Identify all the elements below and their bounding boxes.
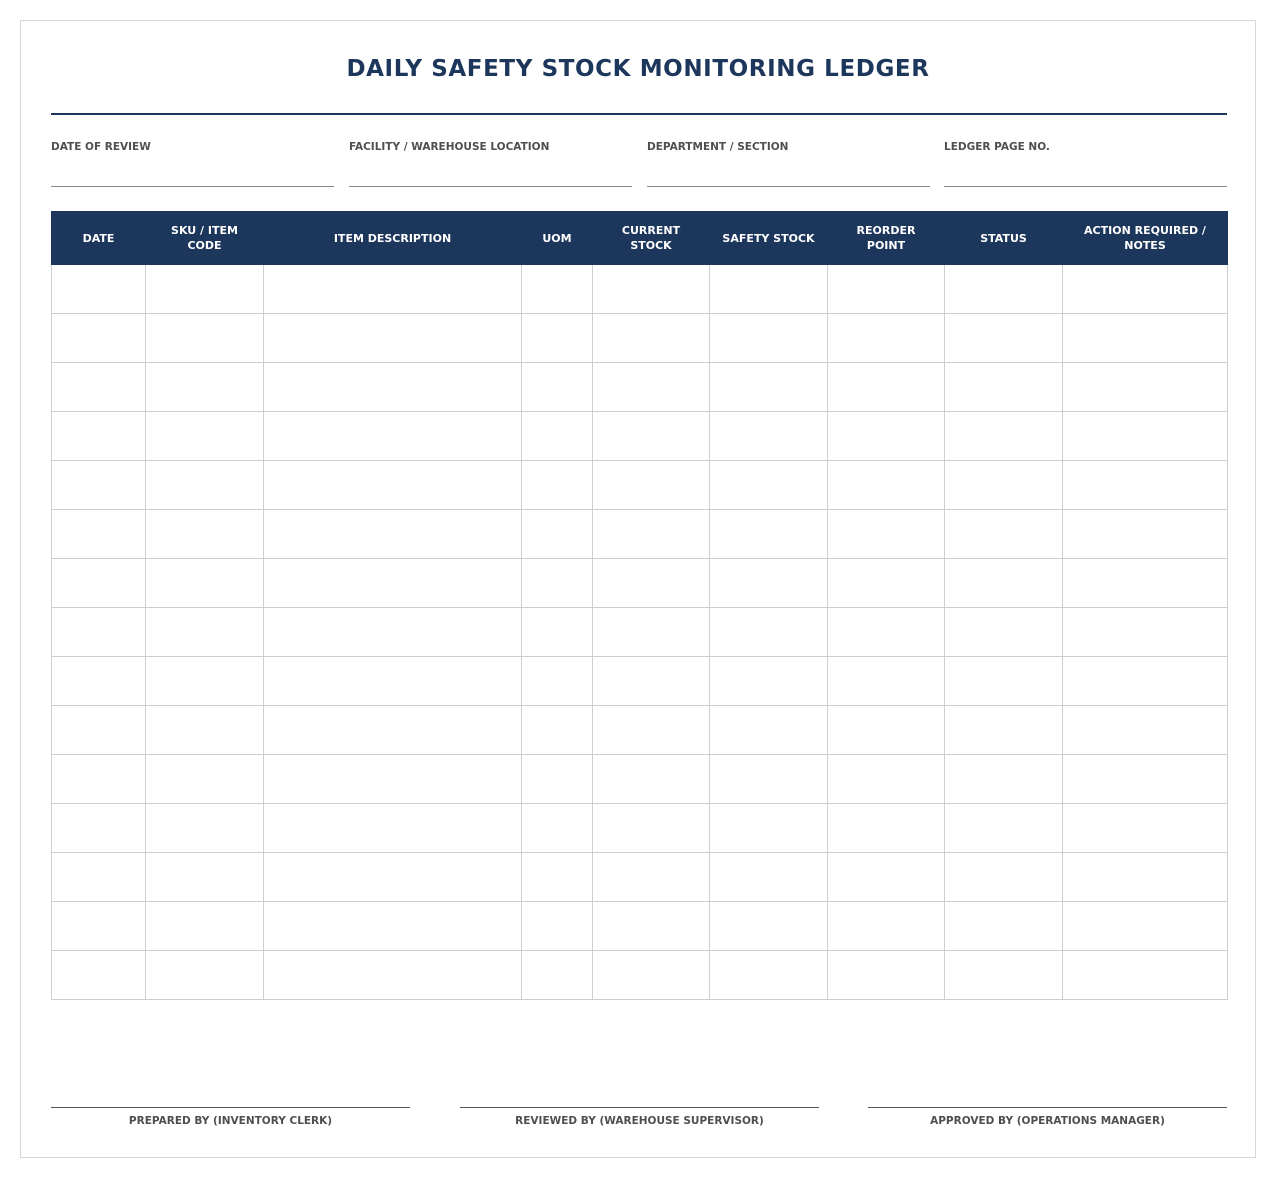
reviewed-by-signature[interactable] xyxy=(460,1107,819,1127)
table-cell[interactable] xyxy=(522,608,593,657)
table-cell[interactable] xyxy=(593,265,710,314)
table-cell[interactable] xyxy=(945,951,1063,1000)
table-cell[interactable] xyxy=(146,657,264,706)
table-cell[interactable] xyxy=(522,804,593,853)
table-cell[interactable] xyxy=(1063,510,1228,559)
table-cell[interactable] xyxy=(1063,559,1228,608)
table-cell[interactable] xyxy=(52,951,146,1000)
date-of-review-field[interactable] xyxy=(51,141,334,187)
table-cell[interactable] xyxy=(522,461,593,510)
table-cell[interactable] xyxy=(1063,755,1228,804)
table-cell[interactable] xyxy=(945,706,1063,755)
table-cell[interactable] xyxy=(52,363,146,412)
table-cell[interactable] xyxy=(593,412,710,461)
ledger-sheet xyxy=(20,20,1256,1158)
table-cell[interactable] xyxy=(522,902,593,951)
table-cell[interactable] xyxy=(264,265,522,314)
table-cell[interactable] xyxy=(52,314,146,363)
column-header-action-notes: ACTION REQUIRED / NOTES xyxy=(1063,212,1228,265)
table-cell[interactable] xyxy=(264,853,522,902)
table-cell[interactable] xyxy=(945,853,1063,902)
table-cell[interactable] xyxy=(52,265,146,314)
column-header-safety-stock: SAFETY STOCK xyxy=(710,212,828,265)
table-cell[interactable] xyxy=(522,853,593,902)
table-cell[interactable] xyxy=(710,363,828,412)
table-cell[interactable] xyxy=(945,363,1063,412)
table-cell[interactable] xyxy=(593,755,710,804)
table-cell[interactable] xyxy=(945,804,1063,853)
column-header-uom: UOM xyxy=(522,212,593,265)
column-header-reorder-point: REORDER POINT xyxy=(828,212,945,265)
table-cell[interactable] xyxy=(264,314,522,363)
table-row xyxy=(52,559,1228,608)
table-cell[interactable] xyxy=(945,412,1063,461)
table-cell[interactable] xyxy=(828,559,945,608)
table-cell[interactable] xyxy=(593,804,710,853)
table-cell[interactable] xyxy=(710,706,828,755)
table-cell[interactable] xyxy=(828,265,945,314)
table-cell[interactable] xyxy=(710,461,828,510)
table-cell[interactable] xyxy=(52,755,146,804)
table-cell[interactable] xyxy=(593,902,710,951)
ledger-page-no-field[interactable] xyxy=(944,141,1227,187)
table-cell[interactable] xyxy=(1063,706,1228,755)
table-cell[interactable] xyxy=(522,706,593,755)
table-cell[interactable] xyxy=(52,902,146,951)
table-cell[interactable] xyxy=(146,314,264,363)
ledger-table xyxy=(51,211,1228,1000)
table-cell[interactable] xyxy=(593,559,710,608)
column-header-date: DATE xyxy=(52,212,146,265)
table-header-row xyxy=(52,212,1228,265)
column-header-status: STATUS xyxy=(945,212,1063,265)
table-cell[interactable] xyxy=(828,706,945,755)
facility-location-label: FACILITY / WAREHOUSE LOCATION xyxy=(349,141,550,153)
table-row xyxy=(52,902,1228,951)
table-cell[interactable] xyxy=(593,951,710,1000)
column-header-item-description: ITEM DESCRIPTION xyxy=(264,212,522,265)
table-cell[interactable] xyxy=(264,755,522,804)
table-cell[interactable] xyxy=(828,804,945,853)
table-cell[interactable] xyxy=(52,804,146,853)
document-title: DAILY SAFETY STOCK MONITORING LEDGER xyxy=(346,56,930,82)
table-cell[interactable] xyxy=(1063,363,1228,412)
table-row xyxy=(52,510,1228,559)
table-cell[interactable] xyxy=(1063,657,1228,706)
ledger-body xyxy=(52,265,1228,1000)
table-cell[interactable] xyxy=(710,804,828,853)
table-cell[interactable] xyxy=(593,461,710,510)
table-row xyxy=(52,755,1228,804)
table-cell[interactable] xyxy=(52,853,146,902)
table-cell[interactable] xyxy=(945,461,1063,510)
table-cell[interactable] xyxy=(828,657,945,706)
table-cell[interactable] xyxy=(593,363,710,412)
table-cell[interactable] xyxy=(264,461,522,510)
table-row xyxy=(52,804,1228,853)
table-cell[interactable] xyxy=(828,510,945,559)
table-cell[interactable] xyxy=(146,461,264,510)
approved-by-label: APPROVED BY (OPERATIONS MANAGER) xyxy=(930,1115,1165,1127)
table-cell[interactable] xyxy=(710,755,828,804)
table-cell[interactable] xyxy=(146,265,264,314)
table-cell[interactable] xyxy=(1063,461,1228,510)
approved-by-signature[interactable] xyxy=(868,1107,1227,1127)
table-cell[interactable] xyxy=(710,559,828,608)
table-cell[interactable] xyxy=(146,902,264,951)
table-cell[interactable] xyxy=(264,706,522,755)
table-cell[interactable] xyxy=(146,608,264,657)
table-cell[interactable] xyxy=(710,314,828,363)
table-cell[interactable] xyxy=(1063,314,1228,363)
table-cell[interactable] xyxy=(828,902,945,951)
table-cell[interactable] xyxy=(1063,951,1228,1000)
table-cell[interactable] xyxy=(945,510,1063,559)
table-cell[interactable] xyxy=(593,510,710,559)
table-cell[interactable] xyxy=(945,314,1063,363)
table-cell[interactable] xyxy=(264,412,522,461)
table-cell[interactable] xyxy=(522,755,593,804)
table-cell[interactable] xyxy=(264,657,522,706)
table-cell[interactable] xyxy=(1063,902,1228,951)
prepared-by-signature[interactable] xyxy=(51,1107,410,1127)
table-cell[interactable] xyxy=(264,559,522,608)
table-cell[interactable] xyxy=(146,755,264,804)
table-cell[interactable] xyxy=(828,314,945,363)
table-cell[interactable] xyxy=(52,559,146,608)
table-cell[interactable] xyxy=(828,461,945,510)
table-cell[interactable] xyxy=(146,706,264,755)
table-cell[interactable] xyxy=(945,265,1063,314)
table-cell[interactable] xyxy=(264,951,522,1000)
table-row xyxy=(52,265,1228,314)
table-cell[interactable] xyxy=(710,412,828,461)
table-row xyxy=(52,951,1228,1000)
table-cell[interactable] xyxy=(828,853,945,902)
table-cell[interactable] xyxy=(264,902,522,951)
table-row xyxy=(52,314,1228,363)
department-section-field[interactable] xyxy=(647,141,930,187)
table-row xyxy=(52,461,1228,510)
table-cell[interactable] xyxy=(945,902,1063,951)
table-cell[interactable] xyxy=(264,363,522,412)
table-cell[interactable] xyxy=(1063,412,1228,461)
table-cell[interactable] xyxy=(146,412,264,461)
table-cell[interactable] xyxy=(593,608,710,657)
table-cell[interactable] xyxy=(52,608,146,657)
table-cell[interactable] xyxy=(593,853,710,902)
table-cell[interactable] xyxy=(264,608,522,657)
table-cell[interactable] xyxy=(522,559,593,608)
table-cell[interactable] xyxy=(52,510,146,559)
table-cell[interactable] xyxy=(710,902,828,951)
table-cell[interactable] xyxy=(146,363,264,412)
table-cell[interactable] xyxy=(710,853,828,902)
table-cell[interactable] xyxy=(710,265,828,314)
table-cell[interactable] xyxy=(710,951,828,1000)
table-cell[interactable] xyxy=(52,657,146,706)
table-cell[interactable] xyxy=(522,951,593,1000)
reviewed-by-label: REVIEWED BY (WAREHOUSE SUPERVISOR) xyxy=(515,1115,764,1127)
table-cell[interactable] xyxy=(522,314,593,363)
table-cell[interactable] xyxy=(1063,853,1228,902)
table-cell[interactable] xyxy=(146,510,264,559)
table-cell[interactable] xyxy=(1063,804,1228,853)
column-header-current-stock: CURRENT STOCK xyxy=(593,212,710,265)
table-cell[interactable] xyxy=(522,510,593,559)
table-cell[interactable] xyxy=(146,559,264,608)
table-cell[interactable] xyxy=(522,265,593,314)
table-cell[interactable] xyxy=(945,657,1063,706)
table-cell[interactable] xyxy=(264,804,522,853)
table-row xyxy=(52,412,1228,461)
table-row xyxy=(52,853,1228,902)
table-cell[interactable] xyxy=(1063,608,1228,657)
table-cell[interactable] xyxy=(52,412,146,461)
table-cell[interactable] xyxy=(828,412,945,461)
table-cell[interactable] xyxy=(522,363,593,412)
table-cell[interactable] xyxy=(710,608,828,657)
department-section-label: DEPARTMENT / SECTION xyxy=(647,141,789,153)
table-cell[interactable] xyxy=(593,657,710,706)
table-cell[interactable] xyxy=(828,755,945,804)
table-cell[interactable] xyxy=(52,706,146,755)
table-row xyxy=(52,706,1228,755)
table-cell[interactable] xyxy=(945,608,1063,657)
table-cell[interactable] xyxy=(522,412,593,461)
table-row xyxy=(52,363,1228,412)
table-cell[interactable] xyxy=(593,314,710,363)
table-cell[interactable] xyxy=(522,657,593,706)
table-cell[interactable] xyxy=(945,755,1063,804)
table-cell[interactable] xyxy=(146,804,264,853)
table-cell[interactable] xyxy=(146,951,264,1000)
date-of-review-label: DATE OF REVIEW xyxy=(51,141,151,153)
table-cell[interactable] xyxy=(710,510,828,559)
facility-location-field[interactable] xyxy=(349,141,632,187)
table-cell[interactable] xyxy=(593,706,710,755)
prepared-by-label: PREPARED BY (INVENTORY CLERK) xyxy=(128,1115,333,1127)
table-cell[interactable] xyxy=(828,363,945,412)
ledger-page-no-label: LEDGER PAGE NO. xyxy=(944,141,1050,153)
table-row xyxy=(52,608,1228,657)
table-cell[interactable] xyxy=(710,657,828,706)
table-cell[interactable] xyxy=(264,510,522,559)
title-divider xyxy=(51,113,1227,115)
table-cell[interactable] xyxy=(828,608,945,657)
table-cell[interactable] xyxy=(1063,265,1228,314)
table-row xyxy=(52,657,1228,706)
column-header-sku: SKU / ITEM CODE xyxy=(146,212,264,265)
table-cell[interactable] xyxy=(828,951,945,1000)
table-cell[interactable] xyxy=(945,559,1063,608)
table-cell[interactable] xyxy=(52,461,146,510)
table-cell[interactable] xyxy=(146,853,264,902)
